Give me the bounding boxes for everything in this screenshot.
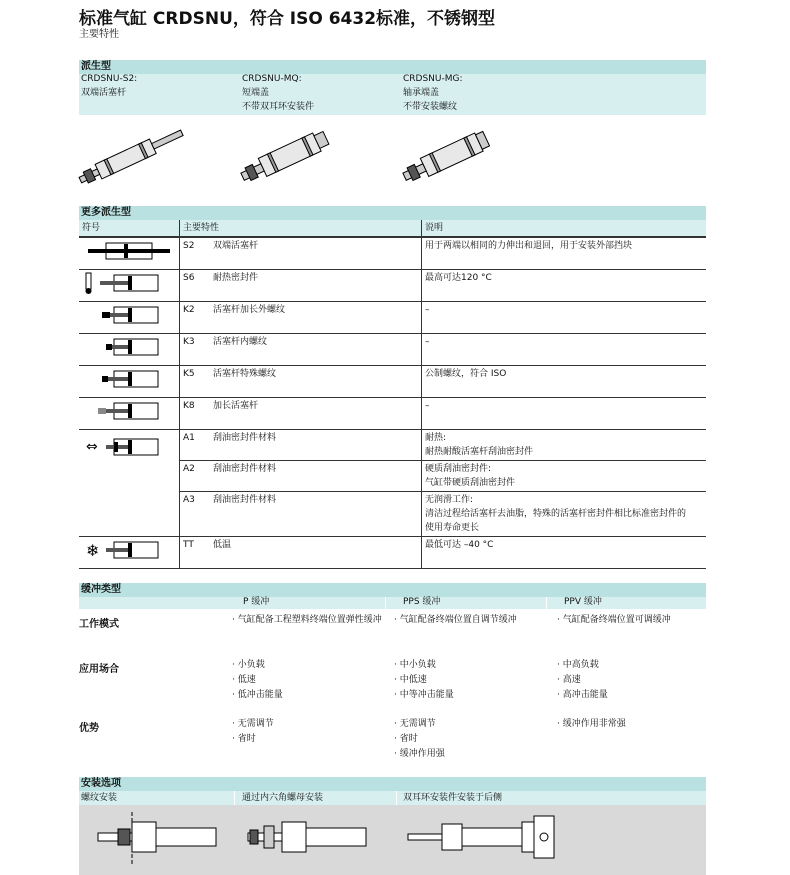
cushion-cell: · 气缸配备终端位置可调缓冲 xyxy=(557,615,671,625)
mounting-header: 安装选项 xyxy=(79,777,706,791)
row-code: K5 xyxy=(180,366,211,398)
mounting-col-clevis: 双耳环安装件安装于后侧 xyxy=(403,793,503,803)
cushion-text: 中等冲击能量 xyxy=(399,690,454,700)
variant-line: 双端活塞杆 xyxy=(81,88,127,98)
symbol-wiper xyxy=(79,430,180,537)
more-variants-table xyxy=(79,220,706,569)
cylinder-s2-image xyxy=(75,118,190,193)
row-desc: 公制螺纹，符合 ISO xyxy=(422,366,707,398)
symbol-cold xyxy=(79,537,180,569)
row-desc xyxy=(422,492,707,537)
cushion-label-advantage: 优势 xyxy=(79,723,99,734)
table-row xyxy=(79,366,706,398)
variant-line: 短端盖 xyxy=(242,88,270,98)
table-row xyxy=(79,270,706,302)
symbol-ext-thread xyxy=(79,302,180,334)
row-desc xyxy=(422,461,707,492)
int-thread-symbol-icon xyxy=(84,334,174,360)
cushion-header: 缓冲类型 xyxy=(79,583,706,597)
row-code: TT xyxy=(180,537,211,569)
mounting-col-thread: 螺纹安装 xyxy=(81,793,118,803)
cushion-col-band xyxy=(79,597,706,609)
snowflake-symbol-icon xyxy=(84,537,174,563)
variants-header: 派生型 xyxy=(79,60,706,74)
symbol-long-rod xyxy=(79,398,180,430)
cushion-label-application: 应用场合 xyxy=(79,664,119,675)
symbol-special-thread xyxy=(79,366,180,398)
cushion-text: 气缸配备工程塑料终端位置弹性缓冲 xyxy=(237,615,382,625)
row-feature: 活塞杆加长外螺纹 xyxy=(210,302,422,334)
cushion-cell: · 无需调节 · 省时 xyxy=(232,719,274,744)
cushion-text: 高速 xyxy=(562,675,581,685)
ext-thread-symbol-icon xyxy=(84,302,174,328)
row-desc xyxy=(422,430,707,461)
thermometer-symbol-icon xyxy=(84,270,174,296)
cushion-text: 小负载 xyxy=(237,660,265,670)
row-code: S6 xyxy=(180,270,211,302)
row-desc: 用于两端以相同的力伸出和退回，用于安装外部挡块 xyxy=(422,237,707,270)
cushion-cell: · 缓冲作用非常强 xyxy=(557,719,626,729)
cushion-cell: · 小负载 · 低速 · 低冲击能量 xyxy=(232,660,283,700)
variant-code: CRDSNU-MG: xyxy=(403,74,463,84)
symbol-double-rod xyxy=(79,237,180,270)
row-code: A3 xyxy=(180,492,211,537)
col-symbol: 符号 xyxy=(79,220,180,237)
row-code: S2 xyxy=(180,237,211,270)
cushion-col-pps: PPS 缓冲 xyxy=(403,597,441,607)
cushion-cell: · 气缸配备工程塑料终端位置弹性缓冲 xyxy=(232,615,382,625)
cushion-text: 低冲击能量 xyxy=(237,690,283,700)
row-desc: – xyxy=(422,334,707,366)
row-code: K8 xyxy=(180,398,211,430)
double-rod-symbol-icon xyxy=(84,238,174,264)
cushion-text: 中低速 xyxy=(399,675,427,685)
table-row xyxy=(79,537,706,569)
nut-mount-drawing xyxy=(240,808,370,868)
more-header: 更多派生型 xyxy=(79,206,706,220)
cushion-cell: · 无需调节 · 省时 · 缓冲作用强 xyxy=(394,719,445,759)
cushion-text: 低速 xyxy=(237,675,256,685)
cushion-text: 气缸配备终端位置可调缓冲 xyxy=(562,615,671,625)
row-code: K3 xyxy=(180,334,211,366)
table-row xyxy=(79,302,706,334)
special-thread-symbol-icon xyxy=(84,366,174,392)
col-divider xyxy=(234,791,235,805)
row-desc: – xyxy=(422,398,707,430)
variant-line: 不带安装螺纹 xyxy=(403,102,458,112)
desc-line: 耐热耐酸活塞杆刮油密封件 xyxy=(425,447,534,457)
row-feature: 双端活塞杆 xyxy=(210,237,422,270)
cushion-col-ppv: PPV 缓冲 xyxy=(564,597,602,607)
row-feature: 刮油密封件材料 xyxy=(210,492,422,537)
cushion-cell: · 气缸配备终端位置自调节缓冲 xyxy=(394,615,517,625)
desc-line: 清洁过程给活塞杆去油脂，特殊的活塞杆密封件相比标准密封件的 xyxy=(425,509,687,519)
row-code: A1 xyxy=(180,430,211,461)
cushion-text: 省时 xyxy=(399,734,418,744)
thread-mount-drawing xyxy=(90,808,220,868)
cylinder-mq-image xyxy=(230,118,345,193)
mounting-col-band xyxy=(79,791,706,805)
cushion-text: 无需调节 xyxy=(399,719,436,729)
col-divider xyxy=(396,791,397,805)
col-divider xyxy=(546,597,547,609)
desc-line: 气缸带硬质刮油密封件 xyxy=(425,478,516,488)
row-feature: 刮油密封件材料 xyxy=(210,430,422,461)
cylinder-mg-image xyxy=(392,118,507,193)
col-feature: 主要特性 xyxy=(180,220,422,237)
row-feature: 低温 xyxy=(210,537,422,569)
cushion-text: 缓冲作用非常强 xyxy=(562,719,626,729)
wiper-symbol-icon xyxy=(84,434,174,460)
svg-text:❄: ❄ xyxy=(86,541,100,560)
variant-s2 xyxy=(81,72,231,100)
symbol-heat xyxy=(79,270,180,302)
cushion-text: 高冲击能量 xyxy=(562,690,608,700)
clevis-mount-drawing xyxy=(400,808,560,868)
table-row xyxy=(79,334,706,366)
symbol-int-thread xyxy=(79,334,180,366)
cushion-cell: · 中高负载 · 高速 · 高冲击能量 xyxy=(557,660,608,700)
table-row xyxy=(79,237,706,270)
variant-code: CRDSNU-MQ: xyxy=(242,74,302,84)
table-row xyxy=(79,398,706,430)
variant-code: CRDSNU-S2: xyxy=(81,74,138,84)
row-code: A2 xyxy=(180,461,211,492)
desc-line: 无润滑工作: xyxy=(425,495,474,505)
cushion-label-mode: 工作模式 xyxy=(79,619,119,630)
col-divider xyxy=(385,597,386,609)
row-code: K2 xyxy=(180,302,211,334)
desc-line: 使用寿命更长 xyxy=(425,523,480,533)
row-feature: 刮油密封件材料 xyxy=(210,461,422,492)
row-desc: 最高可达120 °C xyxy=(422,270,707,302)
desc-line: 耐热: xyxy=(425,433,447,443)
desc-line: 硬质刮油密封件: xyxy=(425,464,492,474)
cushion-text: 省时 xyxy=(237,734,256,744)
cushion-text: 中高负载 xyxy=(562,660,599,670)
row-feature: 活塞杆特殊螺纹 xyxy=(210,366,422,398)
cushion-text: 无需调节 xyxy=(237,719,274,729)
page-subtitle: 主要特性 xyxy=(79,29,119,40)
table-row xyxy=(79,430,706,461)
cushion-text: 气缸配备终端位置自调节缓冲 xyxy=(399,615,517,625)
row-feature: 耐热密封件 xyxy=(210,270,422,302)
row-desc: 最低可达 –40 °C xyxy=(422,537,707,569)
svg-text:⇔: ⇔ xyxy=(86,439,98,455)
variant-line: 不带双耳环安装件 xyxy=(242,102,315,112)
long-rod-symbol-icon xyxy=(84,398,174,424)
row-desc: – xyxy=(422,302,707,334)
page-title: 标准气缸 CRDSNU，符合 ISO 6432标准，不锈钢型 xyxy=(79,9,496,29)
mounting-col-nut: 通过内六角螺母安装 xyxy=(242,793,324,803)
variant-line: 轴承端盖 xyxy=(403,88,440,98)
cushion-text: 中小负载 xyxy=(399,660,436,670)
cushion-cell: · 中小负载 · 中低速 · 中等冲击能量 xyxy=(394,660,454,700)
variant-mq xyxy=(242,72,392,114)
cushion-text: 缓冲作用强 xyxy=(399,749,445,759)
row-feature: 加长活塞杆 xyxy=(210,398,422,430)
cushion-col-p: P 缓冲 xyxy=(243,597,270,607)
variant-mg xyxy=(403,72,553,114)
row-feature: 活塞杆内螺纹 xyxy=(210,334,422,366)
col-desc: 说明 xyxy=(422,220,707,237)
